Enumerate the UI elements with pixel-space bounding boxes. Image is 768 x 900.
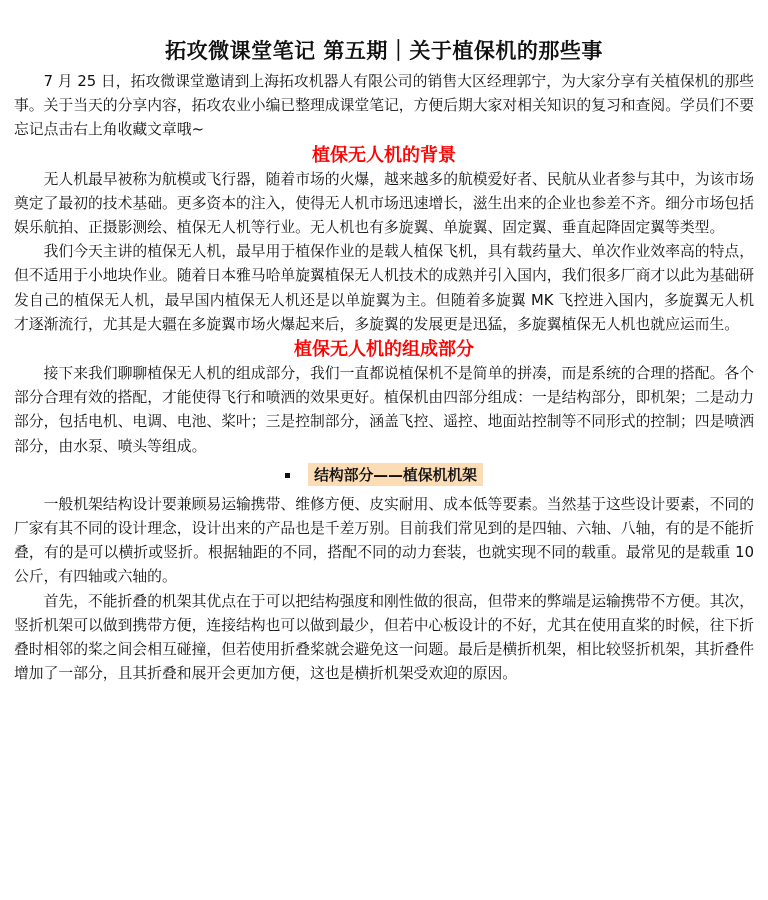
section-heading-components: 植保无人机的组成部分 bbox=[294, 339, 474, 361]
bullet-icon bbox=[285, 473, 290, 478]
page-title: 拓攻微课堂笔记 第五期｜关于植保机的那些事 bbox=[165, 39, 603, 63]
subsection-heading-frame: 结构部分——植保机机架 bbox=[308, 463, 483, 486]
background-paragraph-1: 无人机最早被称为航模或飞行器，随着市场的火爆，越来越多的航模爱好者、民航从业者参与其中，为该市场奠定了最初的技术基础。更多资本的注入，使得无人机市场迅速增长，滋生出来的企业也参差不齐。细分市场包括娱乐航拍、正摄影测绘、植保无人机等行业。无人机也有多旋翼、单旋翼、固定翼、垂直起降固定翼等类型。 bbox=[14, 170, 754, 237]
section-heading-background: 植保无人机的背景 bbox=[312, 144, 456, 166]
components-paragraph-1: 接下来我们聊聊植保无人机的组成部分，我们一直都说植保机不是简单的拼凑，而是系统的合理的搭配。各个部分合理有效的搭配，才能使得飞行和喷洒的效果更好。植保机由四部分组成：一是结构部分，即机架；二是动力部分，包括电机、电调、电池、桨叶；三是控制部分，涵盖飞控、遥控、地面站控制等不同形式的控制；四是喷洒部分，由水泵、喷头等组成。 bbox=[14, 365, 754, 455]
background-paragraph-2: 我们今天主讲的植保无人机，最早用于植保作业的是载人植保飞机，具有载药量大、单次作业效率高的特点，但不适用于小地块作业。随着日本雅马哈单旋翼植保无人机技术的成熟并引入国内，我们很多厂商才以此为基础研发自己的植保无人机，最早国内植保无人机还是以单旋翼为主。但随着多旋翼 MK 飞控进入国内，多旋翼无人机才逐渐流行，尤其是大疆在多旋翼市场火爆起来后，多旋翼的发展更是迅猛，多旋翼植保无人机也就应运而生。 bbox=[14, 243, 754, 333]
subsection-heading-row bbox=[14, 461, 754, 489]
frame-paragraph-1: 一般机架结构设计要兼顾易运输携带、维修方便、皮实耐用、成本低等要素。当然基于这些设计要素，不同的厂家有其不同的设计理念，设计出来的产品也是千差万别。目前我们常见到的是四轴、六轴、八轴，有的是不能折叠，有的是可以横折或竖折。根据轴距的不同，搭配不同的动力套装，也就实现不同的载重。最常见的是载重 10 公斤，有四轴或六轴的。 bbox=[14, 495, 754, 586]
frame-paragraph-2: 首先，不能折叠的机架其优点在于可以把结构强度和刚性做的很高，但带来的弊端是运输携带不方便。其次，竖折机架可以做到携带方便，连接结构也可以做到最少，但若中心板设计的不好，尤其在使用直桨的时候，往下折叠时相邻的桨之间会相互碰撞，但若使用折叠桨就会避免这一问题。最后是横折机架，相比较竖折机架，其折叠件增加了一部分，且其折叠和展开会更加方便，这也是横折机架受欢迎的原因。 bbox=[14, 592, 754, 683]
intro-paragraph: 7 月 25 日，拓攻微课堂邀请到上海拓攻机器人有限公司的销售大区经理郭宁，为大家分享有关植保机的那些事。关于当天的分享内容，拓攻农业小编已整理成课堂笔记，方便后期大家对相关知识的复习和查阅。学员们不要忘记点击右上角收藏文章哦~ bbox=[14, 73, 754, 139]
